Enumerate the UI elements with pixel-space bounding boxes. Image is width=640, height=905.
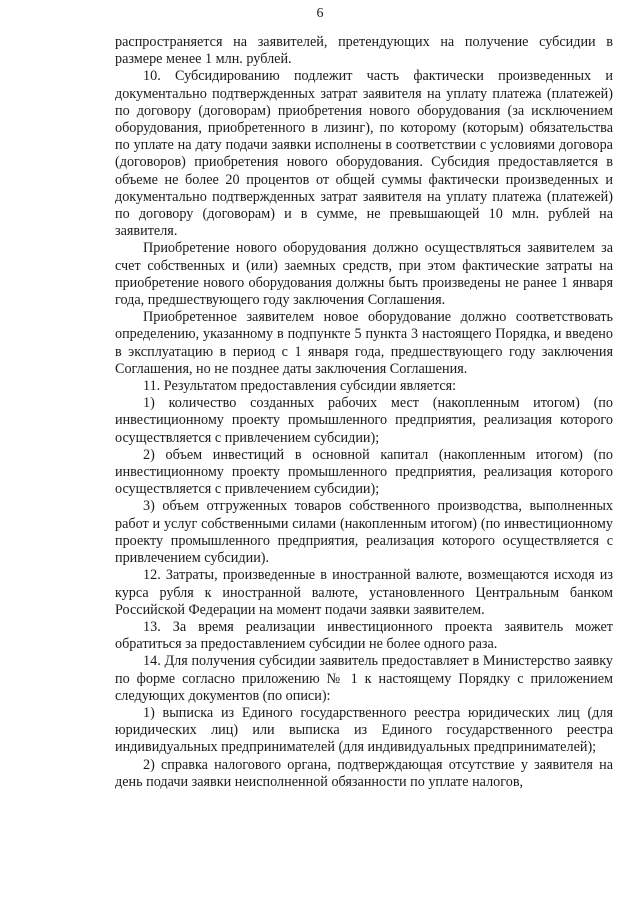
paragraph-item-13: 13. За время реализации инвестиционного проекта заявитель может обратиться за предоставлением субсидии не более одного раза. bbox=[115, 618, 613, 653]
paragraph-item-14: 14. Для получения субсидии заявитель предоставляет в Министерство заявку по форме согласно приложению № 1 к настоящему Порядку с приложением следующих документов (по описи): bbox=[115, 653, 613, 704]
paragraph-document-1: 1) выписка из Единого государственного реестра юридических лиц (для юридических лиц) или выписка из Единого государственного реестра индивидуальных предпринимателей (для индивидуальных предпринимателей); bbox=[115, 704, 613, 756]
paragraph-equipment-requirements: Приобретенное заявителем новое оборудование должно соответствовать определению, указанному в подпункте 5 пункта 3 настоящего Порядка, и введено в эксплуатацию в период с 1 января года, предшествующего году заключения Соглашения, но не позднее даты заключения Соглашения. bbox=[115, 309, 613, 377]
paragraph-document-2: 2) справка налогового органа, подтверждающая отсутствие у заявителя на день подачи заявки неисполненной обязанности по уплате налогов, bbox=[115, 756, 613, 790]
paragraph-item-12: 12. Затраты, произведенные в иностранной валюте, возмещаются исходя из курса рубля к иностранной валюте, установленного Центральным банком Российской Федерации на момент подачи заявки заявителем. bbox=[115, 567, 613, 618]
paragraph-item-10: 10. Субсидированию подлежит часть фактически произведенных и документально подтвержденных затрат заявителя на уплату платежа (платежей) по договору (договорам) приобретения нового оборудования (за исключением оборудования, приобретенного в лизинг), по которому (которым) обязательства по уплате на дату подачи заявки исполнены в соответствии с условиями договора (договоров) приобретения нового оборудования. Субсидия предоставляется в объеме не более 20 процентов от общей суммы фактически произведенных и документально подтвержденных затрат заявителя на уплату платежа (платежей) по договору (договорам) и в сумме, не превышающей 10 млн. рублей на заявителя. bbox=[115, 68, 613, 240]
document-body bbox=[115, 34, 613, 791]
paragraph-result-2: 2) объем инвестиций в основной капитал (накопленным итогом) (по инвестиционному проекту промышленного предприятия, реализация которого осуществляется с привлечением субсидии); bbox=[115, 446, 613, 498]
page-number: 6 bbox=[316, 6, 324, 21]
paragraph-result-3: 3) объем отгруженных товаров собственного производства, выполненных работ и услуг собственными силами (накопленным итогом) (по инвестиционному проекту промышленного предприятия, реализация которого осуществляется с привлечением субсидии). bbox=[115, 498, 613, 567]
paragraph-result-1: 1) количество созданных рабочих мест (накопленным итогом) (по инвестиционному проекту промышленного предприятия, реализация которого осуществляется с привлечением субсидии); bbox=[115, 395, 613, 446]
paragraph-equipment-purchase: Приобретение нового оборудования должно осуществляться заявителем за счет собственных и (или) заемных средств, при этом фактические затраты на приобретение нового оборудования должны быть произведены не ранее 1 января года, предшествующего году заключения Соглашения. bbox=[115, 240, 613, 309]
paragraph-item-11: 11. Результатом предоставления субсидии является: bbox=[143, 378, 457, 395]
paragraph-continuation: распространяется на заявителей, претендующих на получение субсидии в размере менее 1 млн. рублей. bbox=[115, 34, 613, 68]
